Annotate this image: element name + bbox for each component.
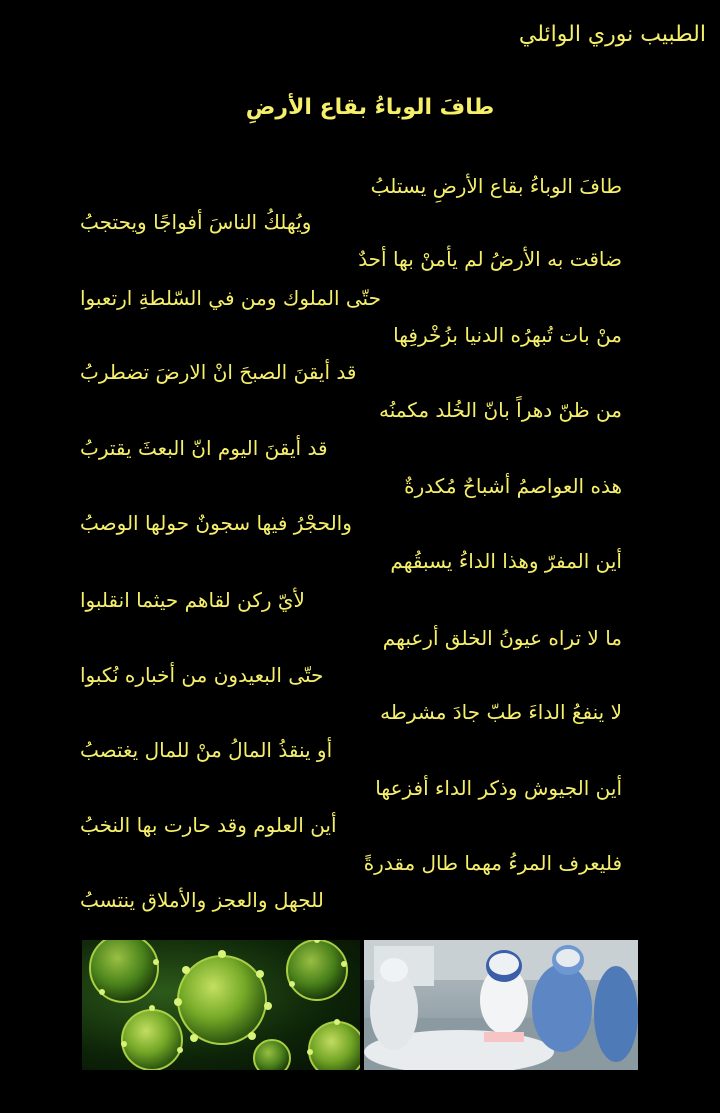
hospital-ward-photo — [364, 940, 638, 1070]
verse-line: لأيّ ركن لقاهم حيثما انقلبوا — [80, 588, 305, 612]
verse-line: للجهل والعجز والأملاق ينتسبُ — [80, 888, 324, 912]
verse-line: قد أيقنَ الصبحَ انْ الارضَ تضطربُ — [80, 360, 357, 384]
poem-title: طافَ الوباءُ بقاع الأرضِ — [245, 95, 495, 120]
verse-line: قد أيقنَ اليوم انّ البعثَ يقتربُ — [80, 436, 328, 460]
verse-line: لا ينفعُ الداءَ طبّ جادَ مشرطه — [380, 700, 622, 724]
verse-line: طافَ الوباءُ بقاع الأرضِ يستلبُ — [370, 174, 622, 198]
verse-line: أين المفرّ وهذا الداءُ يسبقُهم — [390, 549, 622, 573]
verse-line: حتّى البعيدون من أخباره نُكبوا — [80, 663, 324, 687]
verse-line: أين الجيوش وذكر الداء أفزعها — [375, 776, 622, 800]
verse-line: والحجْرُ فيها سجونٌ حولها الوصبُ — [80, 511, 352, 535]
verse-line: ضاقت به الأرضُ لم يأمنْ بها أحدٌ — [358, 247, 622, 271]
virus-particles-icon — [82, 940, 360, 1070]
verse-line: أو ينقذُ المالُ منْ للمال يغتصبُ — [80, 738, 333, 762]
coronavirus-illustration — [82, 940, 360, 1070]
author-name: الطبيب نوري الوائلي — [518, 22, 706, 47]
verse-line: أين العلوم وقد حارت بها النخبُ — [80, 813, 337, 837]
verse-line: فليعرف المرءُ مهما طال مقدرةً — [363, 851, 622, 875]
verse-line: ويُهلكُ الناسَ أفواجًا ويحتجبُ — [80, 210, 312, 234]
verse-line: منْ بات تُبهرُه الدنيا بزُخْرفِها — [393, 323, 622, 347]
verse-line: هذه العواصمُ أشباحٌ مُكدرةٌ — [404, 474, 622, 498]
verse-line: ما لا تراه عيونُ الخلق أرعبهم — [382, 626, 622, 650]
verse-line: من ظنّ دهراً بانّ الخُلد مكمنُه — [378, 398, 622, 422]
medical-staff-icon — [364, 940, 638, 1070]
photo-strip — [82, 940, 638, 1070]
verse-line: حتّى الملوك ومن في السّلطةِ ارتعبوا — [80, 286, 381, 310]
